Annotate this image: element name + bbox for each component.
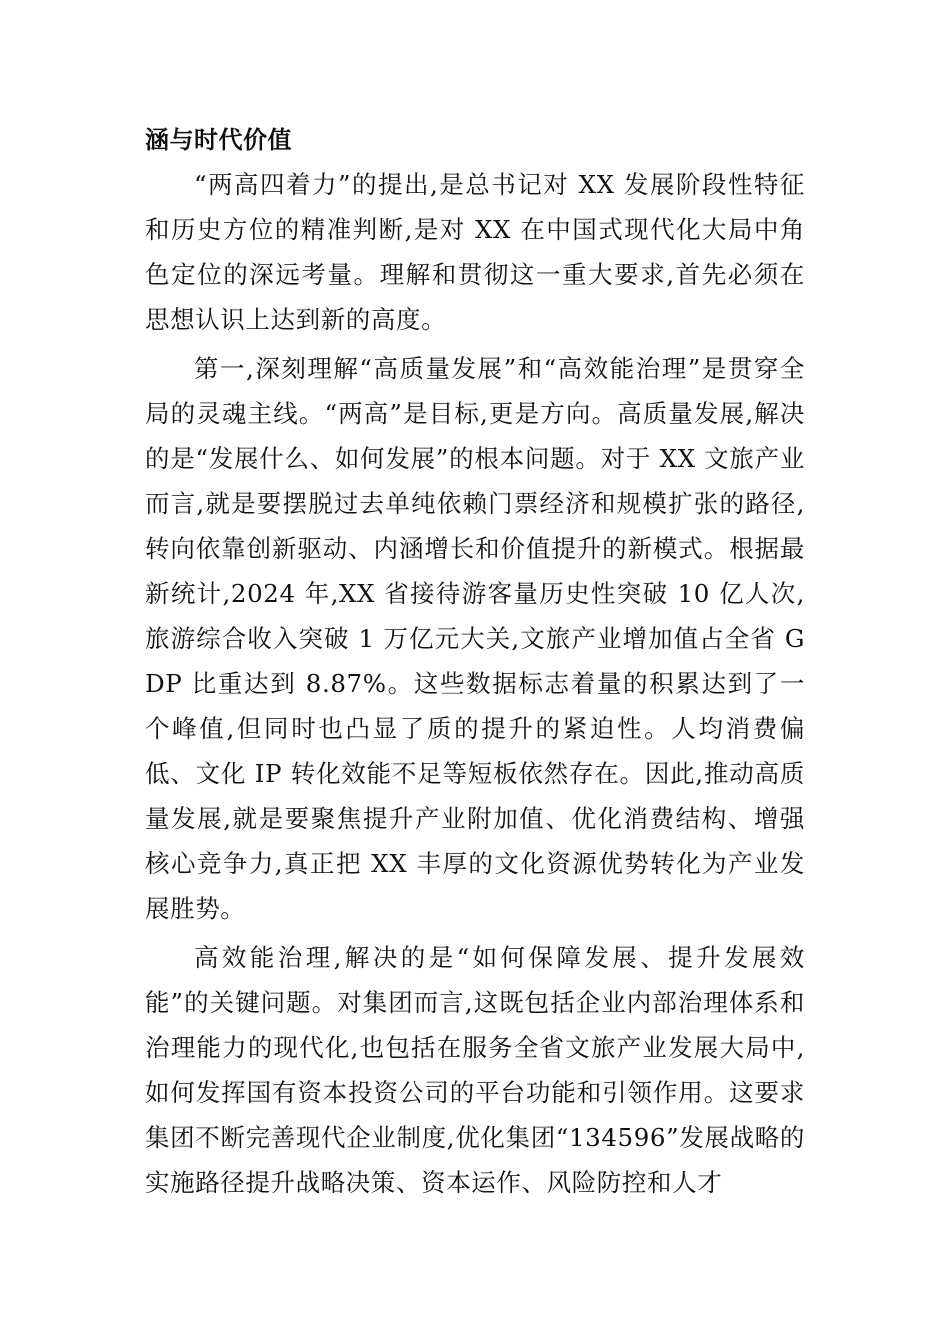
section-heading: 涵与时代价值 [145,126,292,154]
document-body [145,118,805,1205]
paragraph-high-quality-development: 第一,深刻理解“高质量发展”和“高效能治理”是贯穿全局的灵魂主线。“两高”是目标,更是方向。高质量发展,解决的是“发展什么、如何发展”的根本问题。对于 XX 文旅产业而言,就是要摆脱过去单纯依赖门票经济和规模扩张的路径,转向依靠创新驱动、内涵增长和价值提升的新模式。根据最新统计,2024 年,XX 省接待游客量历史性突破 10 亿人次,旅游综合收入突破 1 万亿元大关,文旅产业增加值占全省 GDP 比重达到 8.87%。这些数据标志着量的积累达到了一个峰值,但同时也凸显了质的提升的紧迫性。人均消费偏低、文化 IP 转化效能不足等短板依然存在。因此,推动高质量发展,就是要聚焦提升产业附加值、优化消费结构、增强核心竞争力,真正把 XX 丰厚的文化资源优势转化为产业发展胜势。 [145,354,805,923]
paragraph-high-efficiency-governance: 高效能治理,解决的是“如何保障发展、提升发展效能”的关键问题。对集团而言,这既包括企业内部治理体系和治理能力的现代化,也包括在服务全省文旅产业发展大局中,如何发挥国有资本投资公司的平台功能和引领作用。这要求集团不断完善现代企业制度,优化集团“134596”发展战略的实施路径提升战略决策、资本运作、风险防控和人才 [145,943,805,1197]
paragraph-intro: “两高四着力”的提出,是总书记对 XX 发展阶段性特征和历史方位的精准判断,是对 XX 在中国式现代化大局中角色定位的深远考量。理解和贯彻这一重大要求,首先必须在思想认识上达到新的高度。 [145,170,805,334]
